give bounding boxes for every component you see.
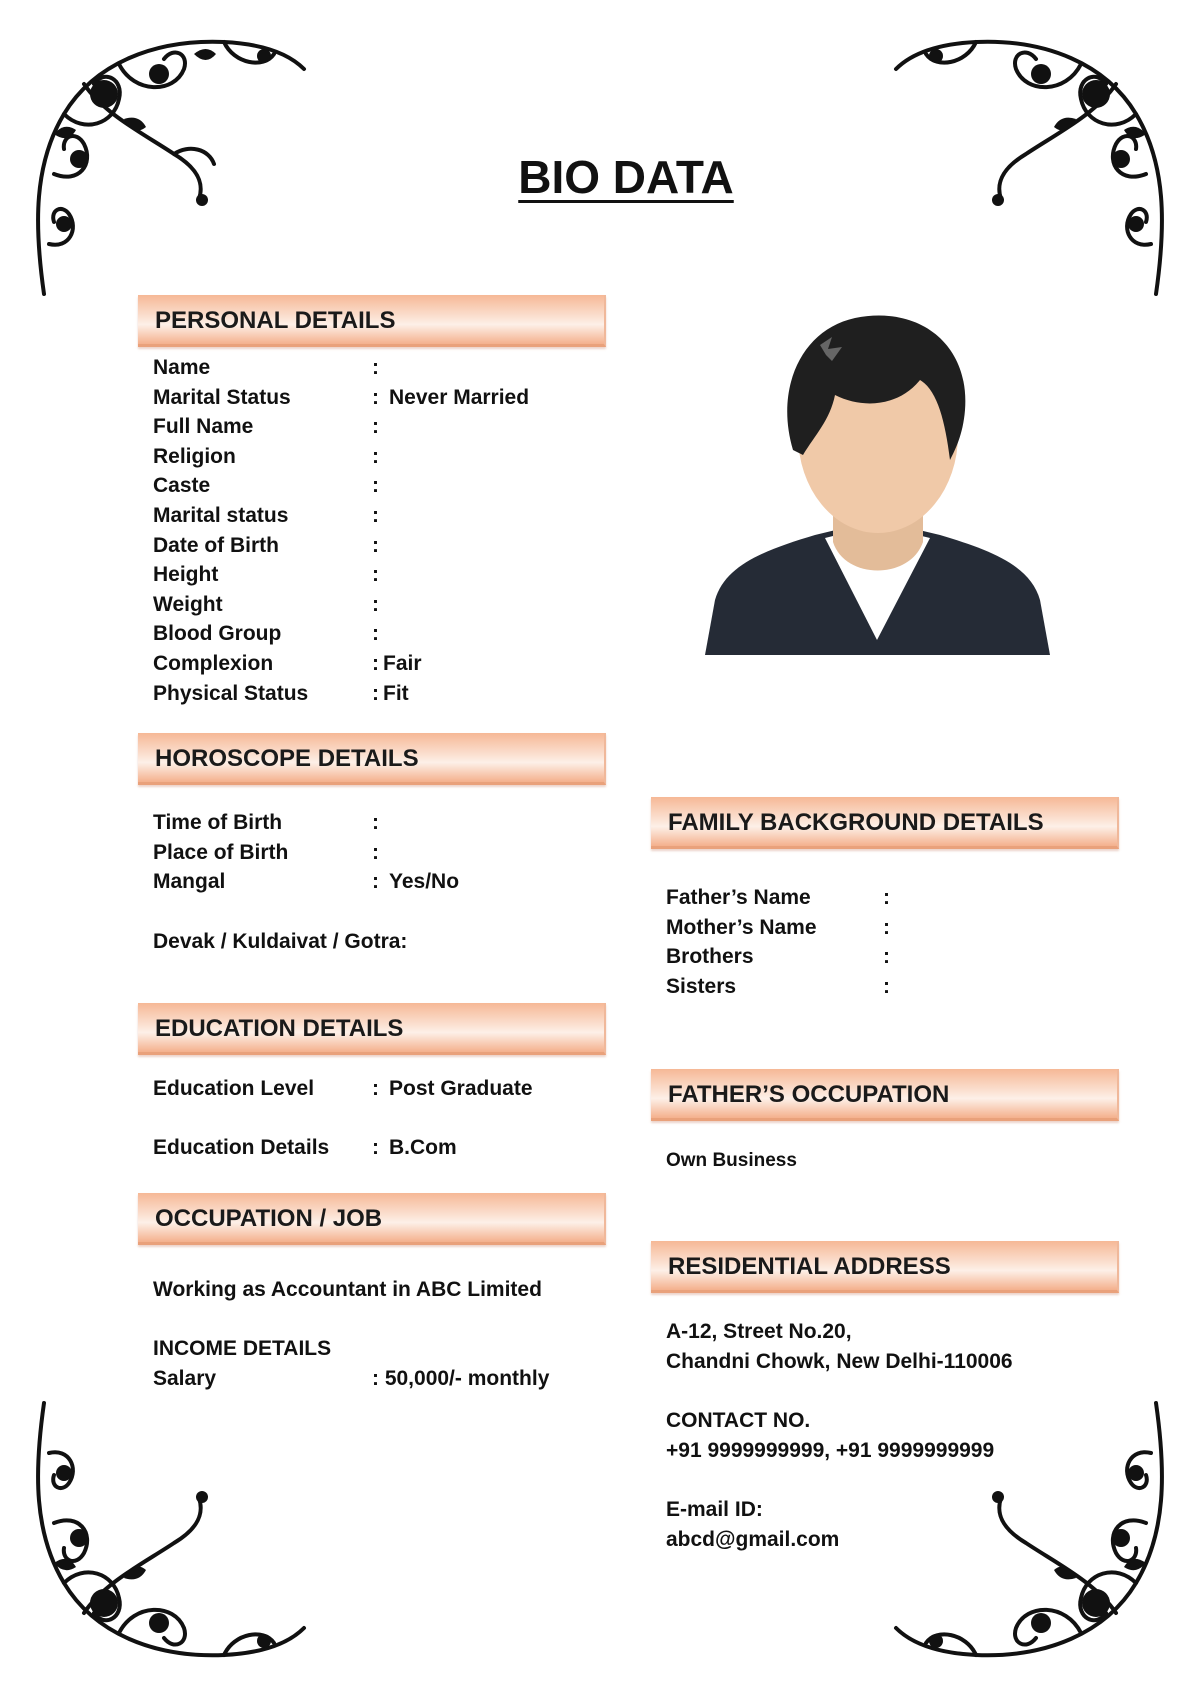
floral-ornament-icon <box>876 1373 1176 1673</box>
field-value: B.Com <box>389 1136 457 1159</box>
profile-photo-placeholder <box>705 310 1050 655</box>
field-separator: : <box>883 974 890 998</box>
field-separator: : <box>372 504 379 527</box>
floral-corner-bottom-right <box>876 1373 1176 1673</box>
contact-label: CONTACT NO. <box>666 1409 811 1432</box>
field-label: Brothers <box>666 945 754 969</box>
field-label: Religion <box>153 444 236 468</box>
horoscope-details-heading: HOROSCOPE DETAILS <box>138 733 606 785</box>
field-separator: : <box>372 681 379 705</box>
field-separator: : <box>372 811 379 834</box>
field-separator: : <box>372 474 379 498</box>
family-background-heading: FAMILY BACKGROUND DETAILS <box>651 797 1119 849</box>
field-separator: : <box>372 385 379 409</box>
field-separator: : <box>883 915 890 939</box>
field-label: Date of Birth <box>153 533 279 557</box>
address-line-1: A-12, Street No.20, <box>666 1320 852 1343</box>
field-value: Yes/No <box>389 870 460 894</box>
field-value: Never Married <box>389 385 530 409</box>
fathers-occupation-value: Own Business <box>666 1150 797 1171</box>
email-value: abcd@gmail.com <box>666 1528 840 1551</box>
salary-value: : 50,000/- monthly <box>372 1367 550 1390</box>
field-label: Marital status <box>153 504 289 527</box>
field-label: Education Level <box>153 1077 315 1100</box>
personal-details-heading: PERSONAL DETAILS <box>138 295 606 347</box>
field-separator: : <box>372 415 379 439</box>
field-label: Name <box>153 356 211 379</box>
field-separator: : <box>372 356 379 379</box>
field-label: Caste <box>153 474 211 498</box>
field-separator: : <box>372 622 379 646</box>
field-separator: : <box>372 1136 379 1159</box>
field-value: Fair <box>383 652 422 675</box>
field-separator: : <box>883 886 890 909</box>
field-separator: : <box>883 945 890 969</box>
floral-ornament-icon <box>24 1373 324 1673</box>
field-label: Sisters <box>666 974 737 998</box>
floral-corner-bottom-left <box>24 1373 324 1673</box>
field-label: Mangal <box>153 870 226 894</box>
field-label: Mother’s Name <box>666 915 817 939</box>
field-value: Fit <box>383 681 409 705</box>
field-separator: : <box>372 1077 379 1100</box>
email-label: E-mail ID: <box>666 1498 763 1521</box>
fathers-occupation-heading: FATHER’S OCCUPATION <box>651 1069 1119 1121</box>
field-separator: : <box>372 533 379 557</box>
field-label: Place of Birth <box>153 840 289 864</box>
field-label: Physical Status <box>153 681 309 705</box>
salary-label: Salary <box>153 1367 217 1390</box>
field-label: Full Name <box>153 415 254 439</box>
occupation-description: Working as Accountant in ABC Limited <box>153 1278 542 1301</box>
field-label: Father’s Name <box>666 886 811 909</box>
field-separator: : <box>372 444 379 468</box>
income-details-heading: INCOME DETAILS <box>153 1337 332 1360</box>
gotra-label: Devak / Kuldaivat / Gotra: <box>153 930 408 953</box>
page-title: BIO DATA <box>518 151 734 203</box>
field-label: Time of Birth <box>153 811 283 834</box>
field-label: Marital Status <box>153 385 291 409</box>
field-separator: : <box>372 840 379 864</box>
address-line-2: Chandni Chowk, New Delhi-110006 <box>666 1350 1013 1373</box>
field-label: Blood Group <box>153 622 282 646</box>
field-separator: : <box>372 592 379 616</box>
residential-address-heading: RESIDENTIAL ADDRESS <box>651 1241 1119 1293</box>
field-label: Height <box>153 563 219 587</box>
education-details-heading: EDUCATION DETAILS <box>138 1003 606 1055</box>
field-value: Post Graduate <box>389 1077 533 1100</box>
field-separator: : <box>372 563 379 587</box>
occupation-heading: OCCUPATION / JOB <box>138 1193 606 1245</box>
person-avatar-icon <box>705 310 1050 655</box>
field-label: Education Details <box>153 1136 330 1159</box>
field-label: Weight <box>153 592 223 616</box>
contact-value: +91 9999999999, +91 9999999999 <box>666 1439 995 1462</box>
field-separator: : <box>372 652 379 675</box>
field-separator: : <box>372 870 379 894</box>
field-label: Complexion <box>153 652 274 675</box>
